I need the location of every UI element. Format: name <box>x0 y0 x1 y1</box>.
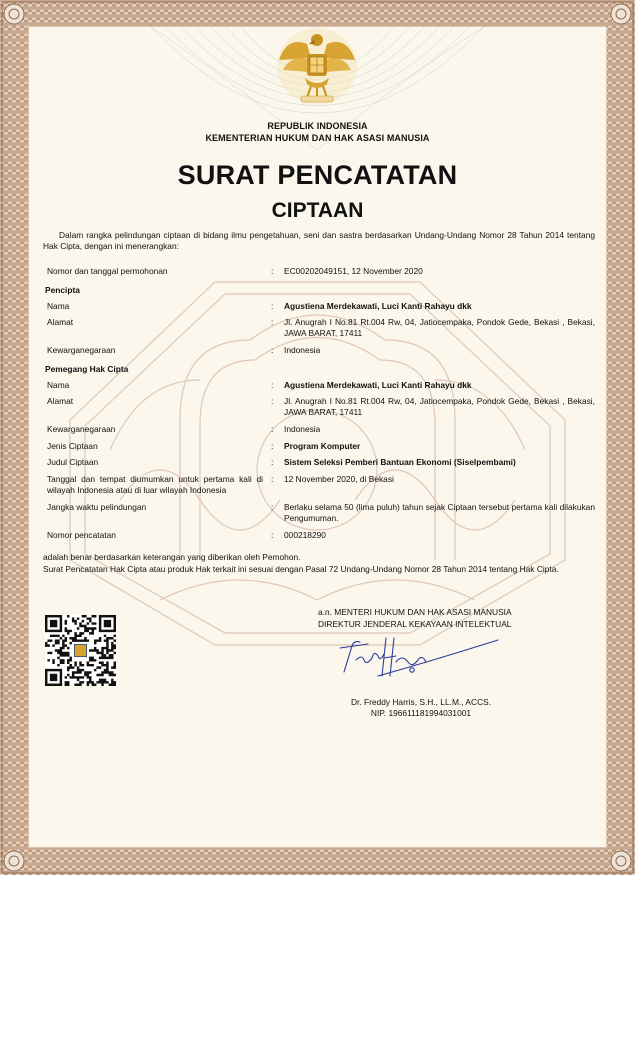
intro-paragraph: Dalam rangka pelindungan ciptaan di bidang ilmu pengetahuan, seni dan sastra berdasarkan Undang-Undang Nomor 28 Tahun 2014 tentang Hak Cipta, dengan ini menerangkan: <box>43 230 595 251</box>
field-label: Tanggal dan tempat diumumkan untuk pertama kali di wilayah Indonesia atau di luar wilayah Indonesia <box>47 474 263 495</box>
corner-ornament-icon <box>609 849 633 873</box>
field-colon: : <box>271 457 274 467</box>
field-label: Kewarganegaraan <box>47 424 116 434</box>
corner-ornament-icon <box>2 849 26 873</box>
signatory-name: Dr. Freddy Harris, S.H., LL.M., ACCS. <box>350 697 492 707</box>
field-colon: : <box>271 301 274 311</box>
field-label: Nomor dan tanggal permohonan <box>47 266 168 276</box>
field-value: Berlaku selama 50 (lima puluh) tahun sejak Ciptaan tersebut pertama kali dilakukan Pengumuman. <box>284 502 595 523</box>
field-colon: : <box>271 396 274 406</box>
document-title: SURAT PENCATATAN <box>177 160 458 190</box>
field-colon: : <box>271 345 274 355</box>
certificate-paper <box>28 26 607 848</box>
section-creator: Pencipta <box>45 285 80 295</box>
field-value: Jl. Anugrah I No.81 Rt.004 Rw, 04, Jatiocempaka, Pondok Gede, Bekasi , Bekasi, JAWA BARAT, 17411 <box>284 396 595 417</box>
field-label: Nomor pencatatan <box>47 530 116 540</box>
field-value: Jl. Anugrah I No.81 Rt.004 Rw, 04, Jatiocempaka, Pondok Gede, Bekasi , Bekasi, JAWA BARAT, 17411 <box>284 317 595 338</box>
field-value: EC00202049151, 12 November 2020 <box>284 266 423 276</box>
field-colon: : <box>271 502 274 512</box>
field-value: Indonesia <box>284 424 321 434</box>
field-value: Sistem Seleksi Pemberi Bantuan Ekonomi (Siselpembami) <box>284 457 516 467</box>
field-colon: : <box>271 474 274 484</box>
legal-basis-statement: Surat Pencatatan Hak Cipta atau produk Hak terkait ini sesuai dengan Pasal 72 Undang-Undang Nomor 28 Tahun 2014 tentang Hak Cipta. <box>43 564 559 574</box>
field-colon: : <box>271 266 274 276</box>
corner-ornament-icon <box>609 2 633 26</box>
document-subtitle: CIPTAAN <box>271 199 364 222</box>
field-value: Indonesia <box>284 345 321 355</box>
field-label: Judul Ciptaan <box>47 457 99 467</box>
field-label: Kewarganegaraan <box>47 345 116 355</box>
field-label: Nama <box>47 301 70 311</box>
field-value: Program Komputer <box>284 441 361 451</box>
field-colon: : <box>271 441 274 451</box>
field-label: Nama <box>47 380 70 390</box>
field-value: 12 November 2020, di Bekasi <box>284 474 394 484</box>
field-colon: : <box>271 317 274 327</box>
header-ministry: KEMENTERIAN HUKUM DAN HAK ASASI MANUSIA <box>205 133 430 143</box>
field-label: Jangka waktu pelindungan <box>47 502 147 512</box>
signatory-position: DIREKTUR JENDERAL KEKAYAAN INTELEKTUAL <box>318 619 512 629</box>
signatory-nip: NIP. 196611181994031001 <box>370 708 472 718</box>
header-country: REPUBLIK INDONESIA <box>267 121 368 131</box>
field-label: Alamat <box>47 317 74 327</box>
field-label: Jenis Ciptaan <box>47 441 98 451</box>
signature-icon <box>338 632 500 680</box>
signatory-on-behalf: a.n. MENTERI HUKUM DAN HAK ASASI MANUSIA <box>318 607 512 617</box>
field-colon: : <box>271 424 274 434</box>
qr-code-icon <box>45 615 116 686</box>
field-colon: : <box>271 530 274 540</box>
field-label: Alamat <box>47 396 74 406</box>
closing-statement: adalah benar berdasarkan keterangan yang diberikan oleh Pemohon. <box>43 552 301 562</box>
field-value: Agustiena Merdekawati, Luci Kanti Rahayu dkk <box>284 301 472 311</box>
field-value: 000218290 <box>284 530 326 540</box>
corner-ornament-icon <box>2 2 26 26</box>
field-colon: : <box>271 380 274 390</box>
field-value: Agustiena Merdekawati, Luci Kanti Rahayu dkk <box>284 380 472 390</box>
section-holder: Pemegang Hak Cipta <box>45 364 129 374</box>
